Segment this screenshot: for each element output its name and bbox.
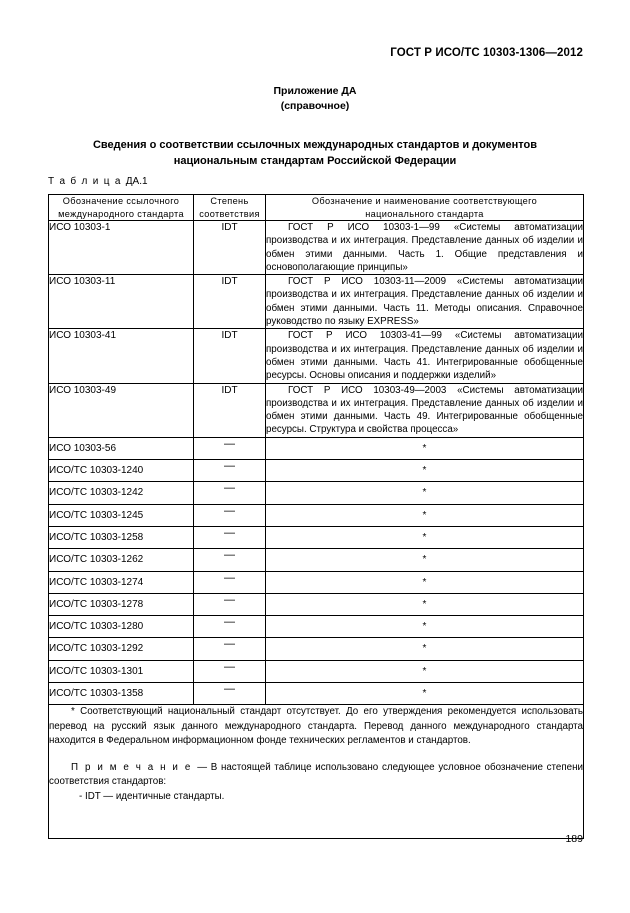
cell-national: ГОСТ Р ИСО 10303-1—99 «Системы автоматизации производства и их интеграция. Представление данных об изделии и обмен этими данными. Часть 1. Общие представления и основополагающие принципы»	[266, 222, 583, 273]
cell-degree: —	[194, 460, 266, 482]
cell-reference: ИСО/ТС 10303-1274	[49, 571, 194, 593]
column-header-reference-line-1: Обозначение ссылочного	[62, 196, 180, 206]
footnote-note	[49, 761, 583, 789]
cell-reference: ИСО/ТС 10303-1292	[49, 638, 194, 660]
cell-reference: ИСО/ТС 10303-1240	[49, 460, 194, 482]
cell-reference: ИСО/ТС 10303-1278	[49, 593, 194, 615]
cell-reference: ИСО 10303-1	[49, 221, 194, 275]
table-row	[49, 221, 584, 275]
cell-national: *	[266, 683, 584, 705]
cell-degree: —	[194, 683, 266, 705]
table-row	[49, 383, 584, 437]
cell-national: *	[266, 593, 584, 615]
column-header-national-line-2: национального стандарта	[365, 208, 484, 219]
footnote-note-label: П р и м е ч а н и е	[71, 761, 198, 773]
cell-national: ГОСТ Р ИСО 10303-41—99 «Системы автоматизации производства и их интеграция. Представление данных об изделии и обмен этими данными. Часть 41. Интегрированные обобщенные ресурсы. Основы описания и поддержки изделий»	[266, 330, 583, 382]
table-row	[49, 329, 584, 383]
table-row	[49, 275, 584, 329]
column-header-reference-line-2: международного стандарта	[58, 208, 184, 219]
cell-degree: IDT	[194, 329, 266, 383]
column-header-national	[266, 195, 584, 221]
cell-degree: —	[194, 437, 266, 459]
cell-degree: IDT	[194, 221, 266, 275]
table-header-row	[49, 195, 584, 221]
cell-national: *	[266, 549, 584, 571]
cell-reference: ИСО 10303-49	[49, 383, 194, 437]
cell-degree: —	[194, 526, 266, 548]
cell-reference: ИСО 10303-11	[49, 275, 194, 329]
cell-degree: —	[194, 593, 266, 615]
cell-national: *	[266, 616, 584, 638]
column-header-national-line-1: Обозначение и наименование соответствующего	[311, 196, 538, 206]
table-row	[49, 460, 584, 482]
table-row	[49, 437, 584, 459]
cell-degree: —	[194, 482, 266, 504]
column-header-degree-line-2: соответствия	[199, 208, 260, 219]
annex-subtitle: (справочное)	[280, 100, 350, 112]
cell-reference: ИСО/ТС 10303-1242	[49, 482, 194, 504]
cell-national: *	[266, 526, 584, 548]
cell-degree: —	[194, 660, 266, 682]
cell-national: *	[266, 504, 584, 526]
table-row	[49, 571, 584, 593]
cell-national: *	[266, 460, 584, 482]
cell-reference: ИСО/ТС 10303-1258	[49, 526, 194, 548]
table-caption-label: Т а б л и ц а	[48, 176, 126, 187]
table-row	[49, 683, 584, 705]
table-body	[49, 221, 584, 839]
table-row	[49, 660, 584, 682]
table-row	[49, 616, 584, 638]
cell-national: *	[266, 482, 584, 504]
cell-degree: —	[194, 571, 266, 593]
table-footnote-row	[49, 705, 584, 839]
cell-reference: ИСО/ТС 10303-1301	[49, 660, 194, 682]
cell-national: ГОСТ Р ИСО 10303-49—2003 «Системы автоматизации производства и их интеграция. Представление данных об изделии и обмен этими данными. Часть 49. Интегрированные обобщенные ресурсы. Структура и свойства процесса»	[266, 384, 583, 436]
column-header-degree-line-1: Степень	[210, 196, 249, 206]
cell-reference: ИСО/ТС 10303-1280	[49, 616, 194, 638]
footnote-note-item: - IDT — идентичные стандарты.	[79, 791, 225, 803]
column-header-degree	[194, 195, 266, 221]
annex-title: Приложение ДА	[273, 85, 357, 97]
page-number: 189	[565, 833, 583, 845]
correspondence-table	[48, 194, 584, 839]
table-row	[49, 593, 584, 615]
cell-national: *	[266, 571, 584, 593]
cell-national: ГОСТ Р ИСО 10303-11—2009 «Системы автоматизации производства и их интеграция. Представление данных об изделии и обмен этими данными. Часть 11. Методы описания. Справочное руководство по языку EXPRESS»	[266, 276, 583, 328]
cell-degree: —	[194, 504, 266, 526]
table-footnote-cell	[49, 705, 584, 839]
cell-degree: —	[194, 616, 266, 638]
running-header: ГОСТ Р ИСО/ТС 10303-1306—2012	[390, 47, 583, 59]
table-row	[49, 638, 584, 660]
table-row	[49, 504, 584, 526]
table-row	[49, 549, 584, 571]
cell-reference: ИСО/ТС 10303-1358	[49, 683, 194, 705]
page-title-line-1: Сведения о соответствии ссылочных международных стандартов и документов	[92, 139, 538, 151]
cell-national: *	[266, 638, 584, 660]
cell-reference: ИСО/ТС 10303-1245	[49, 504, 194, 526]
cell-reference: ИСО 10303-56	[49, 437, 194, 459]
table-caption	[48, 176, 148, 187]
table-row	[49, 526, 584, 548]
cell-national: *	[266, 437, 584, 459]
page-title	[60, 137, 570, 169]
column-header-reference	[49, 195, 194, 221]
cell-reference: ИСО/ТС 10303-1262	[49, 549, 194, 571]
cell-national: *	[266, 660, 584, 682]
cell-reference: ИСО 10303-41	[49, 329, 194, 383]
annex-heading	[0, 84, 630, 114]
footnote-asterisk-text: * Соответствующий национальный стандарт отсутствует. До его утверждения рекомендуется использовать перевод на русский язык данного международного стандарта. Перевод данного международного стандарта находится в Федеральном информационном фонде технических регламентов и стандартов.	[49, 706, 583, 746]
cell-degree: IDT	[194, 383, 266, 437]
cell-degree: IDT	[194, 275, 266, 329]
cell-degree: —	[194, 549, 266, 571]
cell-degree: —	[194, 638, 266, 660]
footnote-note-text: — В настоящей таблице использовано следующее условное обозначение степени соответствия стандартов:	[49, 761, 584, 788]
table-row	[49, 482, 584, 504]
table-caption-number: ДА.1	[125, 176, 148, 187]
page-title-line-2: национальным стандартам Российской Федерации	[173, 155, 457, 167]
